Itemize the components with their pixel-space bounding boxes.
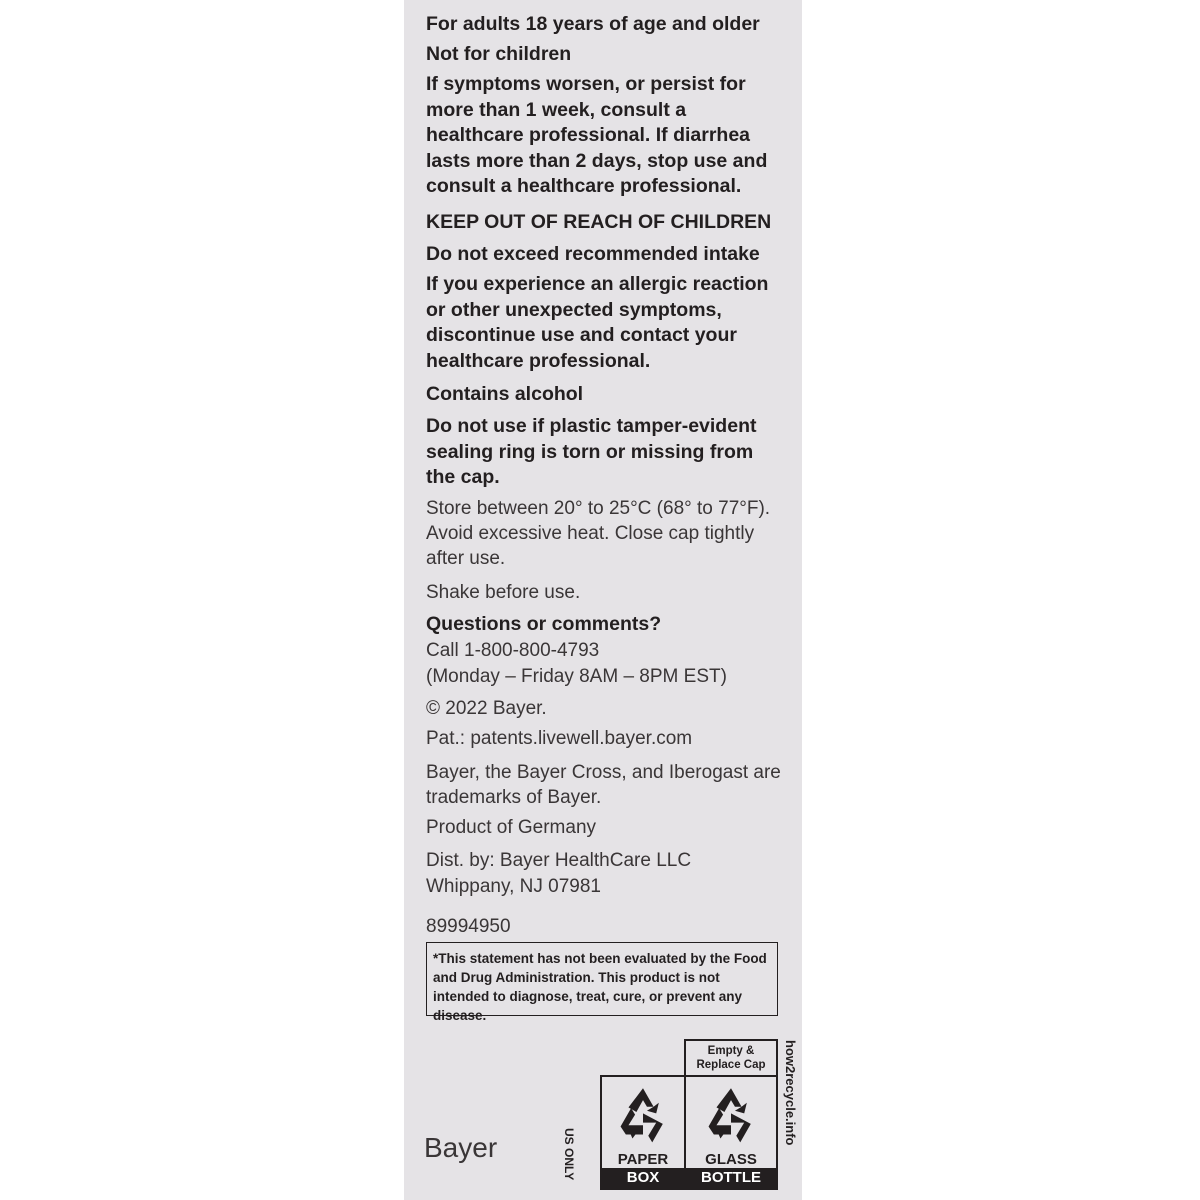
recycle-website: how2recycle.info [783,1040,798,1146]
copyright-text: © 2022 Bayer. [426,698,547,719]
distributor-text: Dist. by: Bayer HealthCare LLC [426,850,692,871]
warning-alcohol: Contains alcohol [426,383,584,405]
recycle-icon [610,1083,676,1149]
form-box: BOX [602,1168,684,1188]
warning-tamper: Do not use if plastic tamper-evident sealing ring is torn or missing from the cap. [426,415,757,488]
form-bottle: BOTTLE [686,1168,776,1188]
phone-text: Call 1-800-800-4793 [426,640,600,661]
warning-symptoms: If symptoms worsen, or persist for more than 1 week, consult a healthcare professional. If diarrhea lasts more than 2 days, stop use and consult a healthcare professional. [426,73,768,197]
trademarks-text: Bayer, the Bayer Cross, and Iberogast are trademarks of Bayer. [426,762,781,808]
questions-heading: Questions or comments? [426,613,662,635]
recycle-paper-box [600,1075,686,1190]
material-paper: PAPER [617,1151,669,1168]
recycle-glass-bottle [684,1075,778,1190]
warning-keep-out: KEEP OUT OF REACH OF CHILDREN [426,211,772,233]
storage-text: Store between 20° to 25°C (68° to 77°F). Avoid excessive heat. Close cap tightly after use. [426,498,771,569]
patents-text: Pat.: patents.livewell.bayer.com [426,728,693,749]
hours-text: (Monday – Friday 8AM – 8PM EST) [426,666,727,687]
warning-intake: Do not exceed recommended intake [426,243,760,265]
cap-note: Empty & Replace Cap [684,1039,778,1075]
recycle-icon [698,1083,764,1149]
material-glass: GLASS [705,1151,757,1168]
warning-children: Not for children [426,43,572,65]
origin-text: Product of Germany [426,817,597,838]
address-text: Whippany, NJ 07981 [426,876,601,897]
brand-name: Bayer [424,1132,498,1163]
fda-disclaimer: *This statement has not been evaluated by the Food and Drug Administration. This product is not intended to diagnose, treat, cure, or prevent any disease. [426,942,778,1016]
product-code: 89994950 [426,916,511,937]
shake-text: Shake before use. [426,582,581,603]
warning-allergy: If you experience an allergic reaction or other unexpected symptoms, discontinue use and contact your healthcare professional. [426,273,769,372]
us-only-label: US ONLY [562,1128,576,1181]
warning-age: For adults 18 years of age and older [426,13,760,35]
